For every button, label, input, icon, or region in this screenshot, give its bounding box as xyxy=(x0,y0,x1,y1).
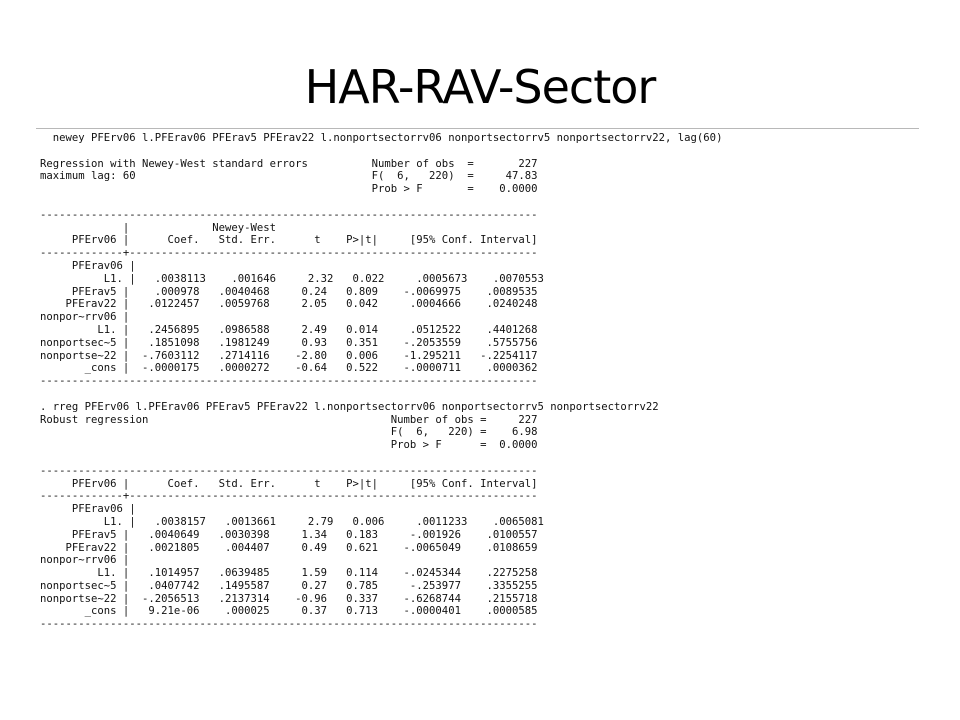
output-line: nonpor~rrv06 | xyxy=(40,311,130,324)
output-line: nonportsec~5 | .1851098 .1981249 0.93 0.351 -.2053559 .5755756 xyxy=(40,336,538,349)
output-line: PFErav5 | .000978 .0040468 0.24 0.809 -.0069975 .0089535 xyxy=(40,285,538,298)
output-line: . rreg PFErv06 l.PFErav06 PFErav5 PFErav22 l.nonportsectorrv06 nonportsectorrv5 nonportsectorrv22 xyxy=(40,400,659,413)
output-line: ------------------------------------------------------------------------------ xyxy=(40,618,538,631)
output-line: F( 6, 220) = 6.98 xyxy=(40,426,538,439)
output-line: | Newey-West xyxy=(40,221,276,234)
output-line: _cons | 9.21e-06 .000025 0.37 0.713 -.0000401 .0000585 xyxy=(40,605,538,618)
output-line: L1. | .2456895 .0986588 2.49 0.014 .0512522 .4401268 xyxy=(40,323,538,336)
output-line: PFErav22 | .0122457 .0059768 2.05 0.042 .0004666 .0240248 xyxy=(40,298,538,311)
output-line: ------------------------------------------------------------------------------ xyxy=(40,375,538,388)
output-line: ------------------------------------------------------------------------------ xyxy=(40,208,538,221)
output-line: PFErv06 | Coef. Std. Err. t P>|t| [95% Conf. Interval] xyxy=(40,477,538,490)
output-line: PFErav06 | xyxy=(40,259,136,272)
output-line: -------------+---------------------------------------------------------------- xyxy=(40,490,538,503)
stata-output-panel xyxy=(36,128,919,640)
output-line: nonportse~22 | -.2056513 .2137314 -0.96 0.337 -.6268744 .2155718 xyxy=(40,592,538,605)
output-line: nonpor~rrv06 | xyxy=(40,554,130,567)
output-line: Prob > F = 0.0000 xyxy=(40,183,538,196)
stata-output-text xyxy=(40,132,722,631)
output-line: Prob > F = 0.0000 xyxy=(40,439,538,452)
output-line: L1. | .1014957 .0639485 1.59 0.114 -.0245344 .2275258 xyxy=(40,567,538,580)
panel-top-divider xyxy=(36,128,919,129)
output-line: L1. | .0038113 .001646 2.32 0.022 .0005673 .0070553 xyxy=(40,272,544,285)
output-line: maximum lag: 60 F( 6, 220) = 47.83 xyxy=(40,170,538,183)
slide-title: HAR-RAV-Sector xyxy=(304,60,656,114)
output-line: PFErav06 | xyxy=(40,503,136,516)
output-line: newey PFErv06 l.PFErav06 PFErav5 PFErav22 l.nonportsectorrv06 nonportsectorrv5 nonportsectorrv22, lag(60) xyxy=(40,132,723,144)
output-line: L1. | .0038157 .0013661 2.79 0.006 .0011233 .0065081 xyxy=(40,515,544,528)
output-line: PFErv06 | Coef. Std. Err. t P>|t| [95% Conf. Interval] xyxy=(40,234,538,247)
output-line: PFErav5 | .0040649 .0030398 1.34 0.183 -.001926 .0100557 xyxy=(40,528,538,541)
output-line: nonportsec~5 | .0407742 .1495587 0.27 0.785 -.253977 .3355255 xyxy=(40,579,538,592)
output-line: Robust regression Number of obs = 227 xyxy=(40,413,538,426)
output-line: _cons | -.0000175 .0000272 -0.64 0.522 -.0000711 .0000362 xyxy=(40,362,538,375)
output-line: ------------------------------------------------------------------------------ xyxy=(40,464,538,477)
output-line: PFErav22 | .0021805 .004407 0.49 0.621 -.0065049 .0108659 xyxy=(40,541,538,554)
output-line: -------------+---------------------------------------------------------------- xyxy=(40,247,538,260)
output-line: nonportse~22 | -.7603112 .2714116 -2.80 0.006 -1.295211 -.2254117 xyxy=(40,349,538,362)
output-line: Regression with Newey-West standard errors Number of obs = 227 xyxy=(40,157,538,170)
